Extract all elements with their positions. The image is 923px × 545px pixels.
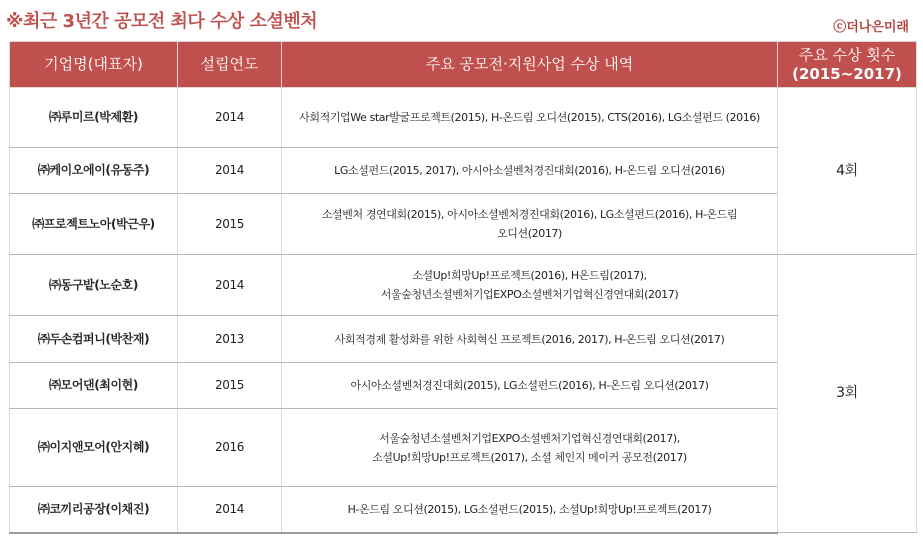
year-cell: 2014 <box>178 88 282 148</box>
header-year: 설립연도 <box>178 42 282 88</box>
company-cell: ㈜동구밭(노순호) <box>10 255 178 316</box>
table-row <box>10 88 917 148</box>
company-cell: ㈜코끼리공장(이채진) <box>10 487 178 533</box>
history-line: 사회적기업We star발굴프로젝트(2015), H-온드림 오디션(2015), CTS(2016), LG소셜펀드 (2016) <box>299 111 760 124</box>
history-cell <box>282 88 778 148</box>
award-count-cell: 3회 <box>778 255 917 533</box>
company-cell: ㈜루미르(박제환) <box>10 88 178 148</box>
header-history: 주요 공모전·지원사업 수상 내역 <box>282 42 778 88</box>
header-count-label: 주요 수상 횟수 <box>798 45 896 64</box>
company-cell: ㈜모어댄(최이현) <box>10 363 178 409</box>
history-line: 아시아소셜벤처경진대회(2015), LG소셜펀드(2016), H-온드림 오디션(2017) <box>350 379 709 392</box>
history-line: LG소셜펀드(2015, 2017), 아시아소셜벤처경진대회(2016), H-온드림 오디션(2016) <box>334 164 725 177</box>
year-cell: 2016 <box>178 409 282 487</box>
history-cell <box>282 194 778 255</box>
year-cell: 2014 <box>178 487 282 533</box>
award-count-cell: 4회 <box>778 88 917 255</box>
history-line: 소셜벤처 경연대회(2015), 아시아소셜벤처경진대회(2016), LG소셜펀드(2016), H-온드림 <box>321 208 738 221</box>
history-line: 소셜Up!희망Up!프로젝트(2016), H온드림(2017), <box>412 269 647 282</box>
company-cell: ㈜케이오에이(유동주) <box>10 148 178 194</box>
history-line: 서울숲청년소셜벤처기업EXPO소셜벤처기업혁신경연대회(2017), <box>379 431 680 445</box>
history-cell <box>282 487 778 533</box>
company-cell: ㈜두손컴퍼니(박찬재) <box>10 316 178 363</box>
history-cell <box>282 363 778 409</box>
history-cell <box>282 316 778 363</box>
history-cell <box>282 255 778 316</box>
company-cell: ㈜이지앤모어(안지혜) <box>10 409 178 487</box>
history-cell <box>282 409 778 487</box>
header-company: 기업명(대표자) <box>10 42 178 88</box>
page-title: ※최근 3년간 공모전 최다 수상 소셜벤처 <box>6 11 318 32</box>
header-count-period: (2015~2017) <box>792 64 902 83</box>
year-cell: 2015 <box>178 194 282 255</box>
year-cell: 2013 <box>178 316 282 363</box>
history-line: 오디션(2017) <box>497 227 562 240</box>
table-header-row <box>10 42 917 88</box>
history-cell <box>282 148 778 194</box>
year-cell: 2014 <box>178 148 282 194</box>
history-line: 사회적경제 활성화를 위한 사회혁신 프로젝트(2016, 2017), H-온드림 오디션(2017) <box>334 332 725 346</box>
brand-credit: ⓒ더나은미래 <box>833 20 909 35</box>
header-count <box>778 42 917 88</box>
history-line: 소셜Up!희망Up!프로젝트(2017), 소셜 체인지 메이커 공모전(2017) <box>372 450 687 464</box>
company-cell: ㈜프로젝트노아(박근우) <box>10 194 178 255</box>
year-cell: 2014 <box>178 255 282 316</box>
history-line: H-온드림 오디션(2015), LG소셜펀드(2015), 소셜Up!희망Up!프로젝트(2017) <box>347 502 712 516</box>
year-cell: 2015 <box>178 363 282 409</box>
table-row <box>10 255 917 316</box>
history-line: 서울숲청년소셜벤처기업EXPO소셜벤처기업혁신경연대회(2017) <box>380 288 679 301</box>
awards-table <box>9 41 917 534</box>
